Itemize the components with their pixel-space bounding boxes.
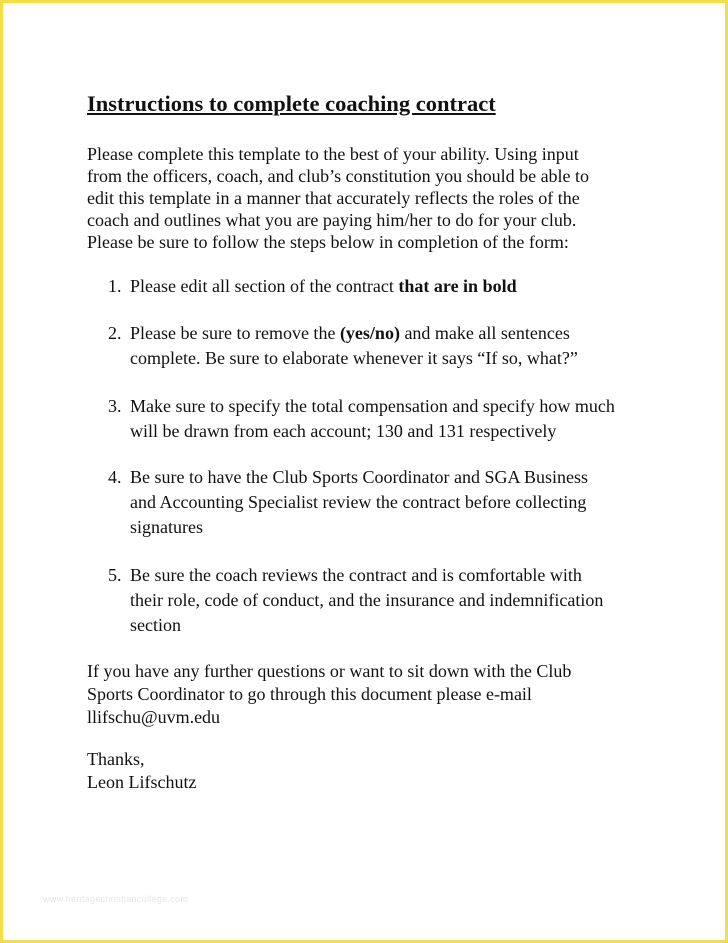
step-line: their role, code of conduct, and the insurance and indemnification xyxy=(130,590,604,610)
step-text-bold: (yes/no) xyxy=(339,323,400,343)
step-line xyxy=(130,274,517,299)
step-line: complete. Be sure to elaborate whenever it says “If so, what?” xyxy=(130,348,578,368)
step-number: 3. xyxy=(108,396,122,416)
step-line: section xyxy=(130,615,181,635)
step-text xyxy=(130,274,517,299)
intro-line: from the officers, coach, and club’s constitution you should be able to xyxy=(87,166,590,186)
step-line: signatures xyxy=(130,517,203,537)
step-line: will be drawn from each account; 130 and 131 respectively xyxy=(130,421,557,441)
step-text-regular: Please be sure to remove the xyxy=(130,323,340,343)
intro-line: Please be sure to follow the steps below in completion of the form: xyxy=(87,232,569,252)
intro-line: coach and outlines what you are paying him/her to do for your club. xyxy=(87,210,577,230)
step-number: 5. xyxy=(108,565,122,585)
step-number: 2. xyxy=(108,323,122,343)
signoff xyxy=(87,748,196,794)
step-text-regular: and make all sentences xyxy=(399,323,570,343)
signoff-greeting: Thanks, xyxy=(87,749,145,769)
step-number: 1. xyxy=(108,276,122,296)
closing-line: If you have any further questions or want to sit down with the Club xyxy=(87,661,572,681)
intro-line: Please complete this template to the best of your ability. Using input xyxy=(87,144,579,164)
document-title: Instructions to complete coaching contract xyxy=(87,91,496,116)
intro-paragraph xyxy=(87,143,647,253)
intro-line: edit this template in a manner that accurately reflects the roles of the xyxy=(87,188,580,208)
watermark-text: www.heritagechristiancollege.com xyxy=(43,894,189,904)
step-text-bold: that are in bold xyxy=(398,276,517,296)
step-line: and Accounting Specialist review the contract before collecting xyxy=(130,492,587,512)
closing-paragraph xyxy=(87,660,647,729)
step-line: Be sure the coach reviews the contract and is comfortable with xyxy=(130,565,582,585)
closing-line: Sports Coordinator to go through this document please e-mail xyxy=(87,684,532,704)
step-text-regular: Please edit all section of the contract xyxy=(130,276,399,296)
step-line: Make sure to specify the total compensation and specify how much xyxy=(130,396,615,416)
step-text xyxy=(130,394,615,444)
contact-email: llifschu@uvm.edu xyxy=(87,707,221,727)
step-text xyxy=(130,563,603,638)
signoff-name: Leon Lifschutz xyxy=(87,772,197,792)
step-number: 4. xyxy=(108,467,122,487)
step-text xyxy=(130,465,588,540)
step-line xyxy=(130,321,578,346)
step-text xyxy=(130,321,578,371)
step-line: Be sure to have the Club Sports Coordinator and SGA Business xyxy=(130,467,588,487)
